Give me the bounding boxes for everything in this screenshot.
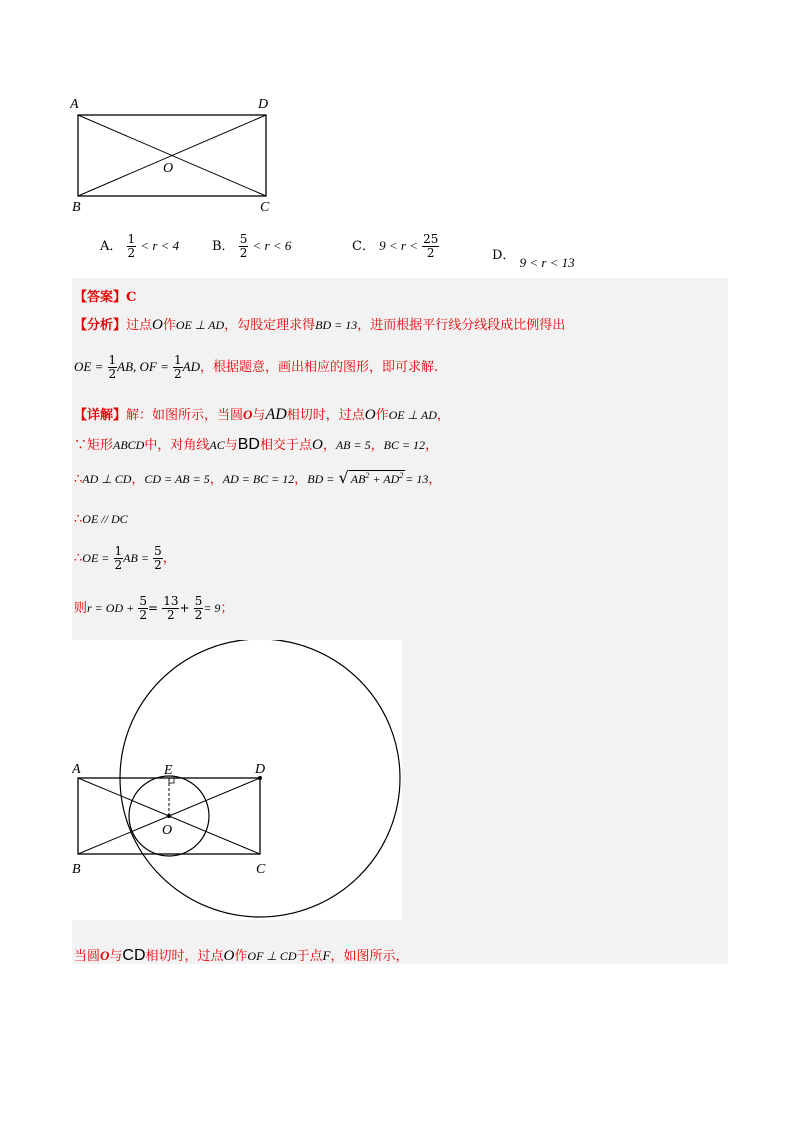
detail-l6a: 则 — [74, 601, 88, 616]
detail-l2m1: ABCD — [113, 438, 145, 452]
detail-l4m: OE // DC — [82, 512, 128, 526]
last-o2: O — [223, 948, 235, 964]
option-b-den: 2 — [239, 246, 248, 260]
option-d-text: 9 < r < 13 — [519, 255, 575, 270]
option-c-fraction — [422, 233, 439, 260]
answer-value: C — [126, 290, 137, 305]
analysis-t1: 过点 — [126, 318, 153, 333]
last-m: OF ⊥ CD — [247, 949, 297, 963]
detail-l3m3: AD = BC = 12 — [222, 472, 295, 486]
detail-l5-frac-1 — [114, 545, 124, 572]
last-f-point: F — [322, 948, 331, 963]
detail-l3d: ， — [294, 472, 308, 487]
analysis-m3a: OE = — [74, 359, 104, 374]
detail-l5fn: 1 — [114, 544, 123, 558]
detail-l1ad: AD — [265, 406, 287, 423]
option-c-num: 25 — [423, 232, 439, 246]
detail-line-2 — [74, 434, 438, 454]
detail-l3m4r: AB — [350, 472, 366, 486]
option-b — [212, 233, 291, 260]
last-c: 相切时，过点 — [145, 949, 224, 964]
option-c-den: 2 — [426, 246, 435, 260]
detail-l6b: ； — [220, 601, 234, 616]
detail-tag: 【详解】 — [74, 408, 127, 423]
detail-l2e: ， — [322, 438, 336, 453]
option-d-letter: D． — [492, 248, 516, 263]
detail-l3a: ∴ — [74, 472, 83, 487]
detail-line-5 — [74, 545, 176, 572]
detail-l6-frac-2 — [162, 595, 179, 622]
solution-panel-right — [402, 640, 728, 920]
answer-line — [74, 286, 136, 305]
last-f: ，如图所示， — [330, 949, 409, 964]
label-c: C — [260, 200, 270, 215]
analysis-m3c: AD — [182, 359, 200, 374]
analysis-f2d: 2 — [174, 367, 182, 381]
detail-line-1 — [74, 404, 450, 424]
point-o — [167, 814, 171, 818]
detail-l5m2: AB = — [123, 551, 149, 565]
detail-l6plus: + — [179, 601, 190, 615]
option-d — [492, 244, 575, 270]
analysis-m1: OE ⊥ AD — [175, 318, 225, 332]
last-d: 作 — [234, 949, 248, 964]
detail-l1d: 作 — [375, 408, 389, 423]
detail-l6f3n: 5 — [194, 594, 203, 608]
analysis-t5: ，根据题意，画出相应的图形，即可求解. — [200, 360, 439, 375]
detail-l3m4a: BD = — [307, 472, 335, 486]
last-line — [74, 945, 409, 965]
detail-l2b: 中，对角线 — [144, 438, 210, 453]
detail-l3m4p: + AD — [369, 472, 400, 486]
detail-l2f: ， — [370, 438, 384, 453]
detail-l2c: 与 — [224, 438, 238, 453]
detail-l6m1: r = OD + — [87, 601, 135, 615]
detail-l2o: O — [311, 437, 323, 453]
detail-l1b: 与 — [252, 408, 266, 423]
detail-l3m4s: 2 — [365, 471, 370, 480]
detail-l2m2: AC — [209, 438, 225, 452]
detail-l1m: OE ⊥ AD — [388, 408, 437, 422]
option-b-rest: < r < 6 — [252, 238, 292, 253]
detail-l3e: ， — [428, 472, 442, 487]
analysis-t3: ，勾股定理求得 — [224, 318, 316, 333]
option-b-fraction — [239, 233, 249, 260]
analysis-frac-1 — [108, 354, 118, 381]
sqrt-sign-icon: √ — [338, 468, 349, 487]
label-b-2: B — [72, 862, 81, 877]
detail-l6-frac-1 — [138, 595, 148, 622]
label-a: A — [70, 97, 79, 112]
detail-l6f1n: 5 — [139, 594, 147, 608]
detail-l1o2: O — [364, 407, 376, 423]
analysis-frac-2 — [173, 354, 183, 381]
label-o: O — [163, 161, 174, 176]
analysis-tag: 【分析】 — [74, 318, 127, 333]
detail-l6f3d: 2 — [194, 608, 203, 622]
detail-line-3 — [74, 468, 441, 487]
detail-l2a: ∵矩形 — [74, 438, 114, 453]
last-e: 于点 — [296, 949, 323, 964]
analysis-m3b: AB, OF = — [117, 359, 169, 374]
option-c-lead: 9 < r < — [379, 238, 418, 253]
detail-l2bd: BD — [237, 436, 260, 453]
detail-l6-frac-3 — [194, 595, 204, 622]
analysis-f2n: 1 — [174, 353, 182, 367]
last-cd: CD — [122, 947, 146, 964]
detail-l2d: 相交于点 — [259, 438, 312, 453]
figure-circles-rectangle — [72, 640, 402, 920]
detail-l3m4s2: 2 — [399, 471, 404, 480]
detail-l6eq: = — [148, 601, 159, 615]
detail-l3-sqrt — [349, 470, 406, 487]
detail-l3c: ， — [209, 472, 223, 487]
label-d: D — [258, 97, 269, 112]
detail-line-4 — [74, 512, 128, 527]
figure2-background — [72, 640, 402, 920]
option-a-den: 2 — [127, 246, 136, 260]
detail-l6f2n: 13 — [163, 594, 179, 608]
label-c-2: C — [256, 862, 266, 877]
detail-l1c: 相切时，过点 — [286, 408, 365, 423]
option-a-num: 1 — [127, 232, 136, 246]
analysis-t2: 作 — [162, 318, 176, 333]
detail-l5a: ∴ — [74, 551, 83, 566]
detail-l1o: O — [243, 407, 253, 422]
detail-l5b: ， — [162, 551, 176, 566]
label-a-2: A — [72, 762, 81, 777]
last-a: 当圆 — [74, 949, 101, 964]
detail-l2g: ， — [425, 438, 439, 453]
detail-l5gn: 5 — [154, 544, 162, 558]
detail-l3b: ， — [131, 472, 145, 487]
label-b: B — [72, 200, 81, 215]
last-b: 与 — [109, 949, 123, 964]
option-a-letter: A． — [100, 239, 123, 254]
figure-rectangle-diagonals — [70, 92, 290, 217]
analysis-line-2 — [74, 354, 438, 381]
analysis-f1d: 2 — [108, 367, 117, 381]
detail-l5m1: OE = — [82, 551, 110, 565]
detail-l2m4: BC = 12 — [383, 438, 426, 452]
option-a-rest: < r < 4 — [140, 238, 180, 253]
detail-l3m2: CD = AB = 5 — [144, 472, 210, 486]
detail-l5gd: 2 — [154, 558, 162, 572]
analysis-m2: BD = 13 — [315, 318, 358, 332]
answer-tag: 【答案】 — [74, 290, 127, 305]
option-c — [352, 233, 439, 260]
analysis-o: O — [152, 317, 163, 333]
analysis-t4: ，进而根据平行线分线段成比例得出 — [357, 318, 566, 333]
option-b-num: 5 — [239, 232, 248, 246]
detail-l1e: ， — [436, 408, 450, 423]
detail-l6m2: = 9 — [203, 601, 221, 615]
detail-l1a: 解：如图所示，当圆 — [126, 408, 244, 423]
analysis-f1n: 1 — [108, 353, 117, 367]
option-a-fraction — [127, 233, 137, 260]
detail-l3m4b: = 13 — [405, 472, 429, 486]
detail-l6f2d: 2 — [167, 608, 175, 622]
option-b-letter: B． — [212, 239, 235, 254]
detail-l2m3: AB = 5 — [335, 438, 371, 452]
label-d-2: D — [255, 762, 266, 777]
detail-l5-frac-2 — [153, 545, 163, 572]
option-c-letter: C． — [352, 239, 375, 254]
detail-l4a: ∴ — [74, 512, 83, 527]
option-a — [100, 233, 179, 260]
label-e-2: E — [164, 763, 173, 778]
detail-l3m1: AD ⊥ CD — [82, 472, 132, 486]
last-o: O — [100, 948, 110, 963]
detail-l5fd: 2 — [114, 558, 123, 572]
analysis-line-1 — [74, 314, 565, 334]
detail-line-6 — [74, 595, 233, 622]
detail-l6f1d: 2 — [139, 608, 147, 622]
label-o-2: O — [162, 823, 173, 838]
